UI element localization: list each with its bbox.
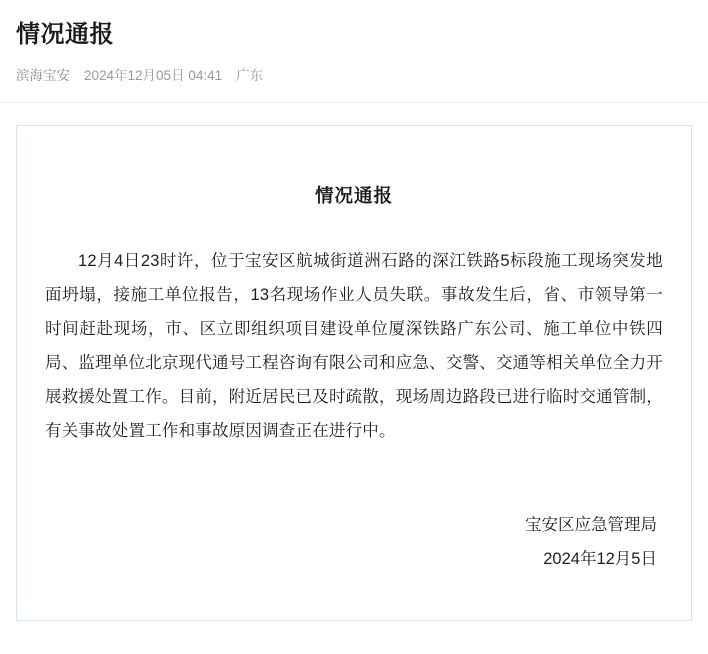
article-source[interactable]: 滨海宝安: [16, 68, 70, 83]
signature-organization: 宝安区应急管理局: [525, 516, 657, 534]
notice-paragraph: 12月4日23时许，位于宝安区航城街道洲石路的深江铁路5标段施工现场突发地面坍塌，接施工单位报告，13名现场作业人员失联。事故发生后，省、市领导第一时间赶赴现场，市、区立即组织项目建设单位厦深铁路广东公司、施工单位中铁四局、监理单位北京现代通号工程咨询有限公司和应急、交警、交通等相关单位全力开展救援处置工作。目前，附近居民已及时疏散，现场周边路段已进行临时交通管制，有关事故处置工作和事故原因调查正在进行中。: [45, 252, 663, 440]
notice-heading: 情况通报: [314, 185, 393, 206]
article-timestamp: 2024年12月05日 04:41: [84, 68, 223, 83]
article-body: [0, 103, 708, 621]
article-region: 广东: [236, 68, 264, 83]
signature-date: 2024年12月5日: [543, 550, 657, 568]
article-header: [0, 0, 708, 86]
article-meta: [16, 66, 692, 86]
page-title: 情况通报: [16, 21, 114, 48]
notice-card: [16, 125, 692, 621]
notice-signature: [45, 508, 663, 576]
